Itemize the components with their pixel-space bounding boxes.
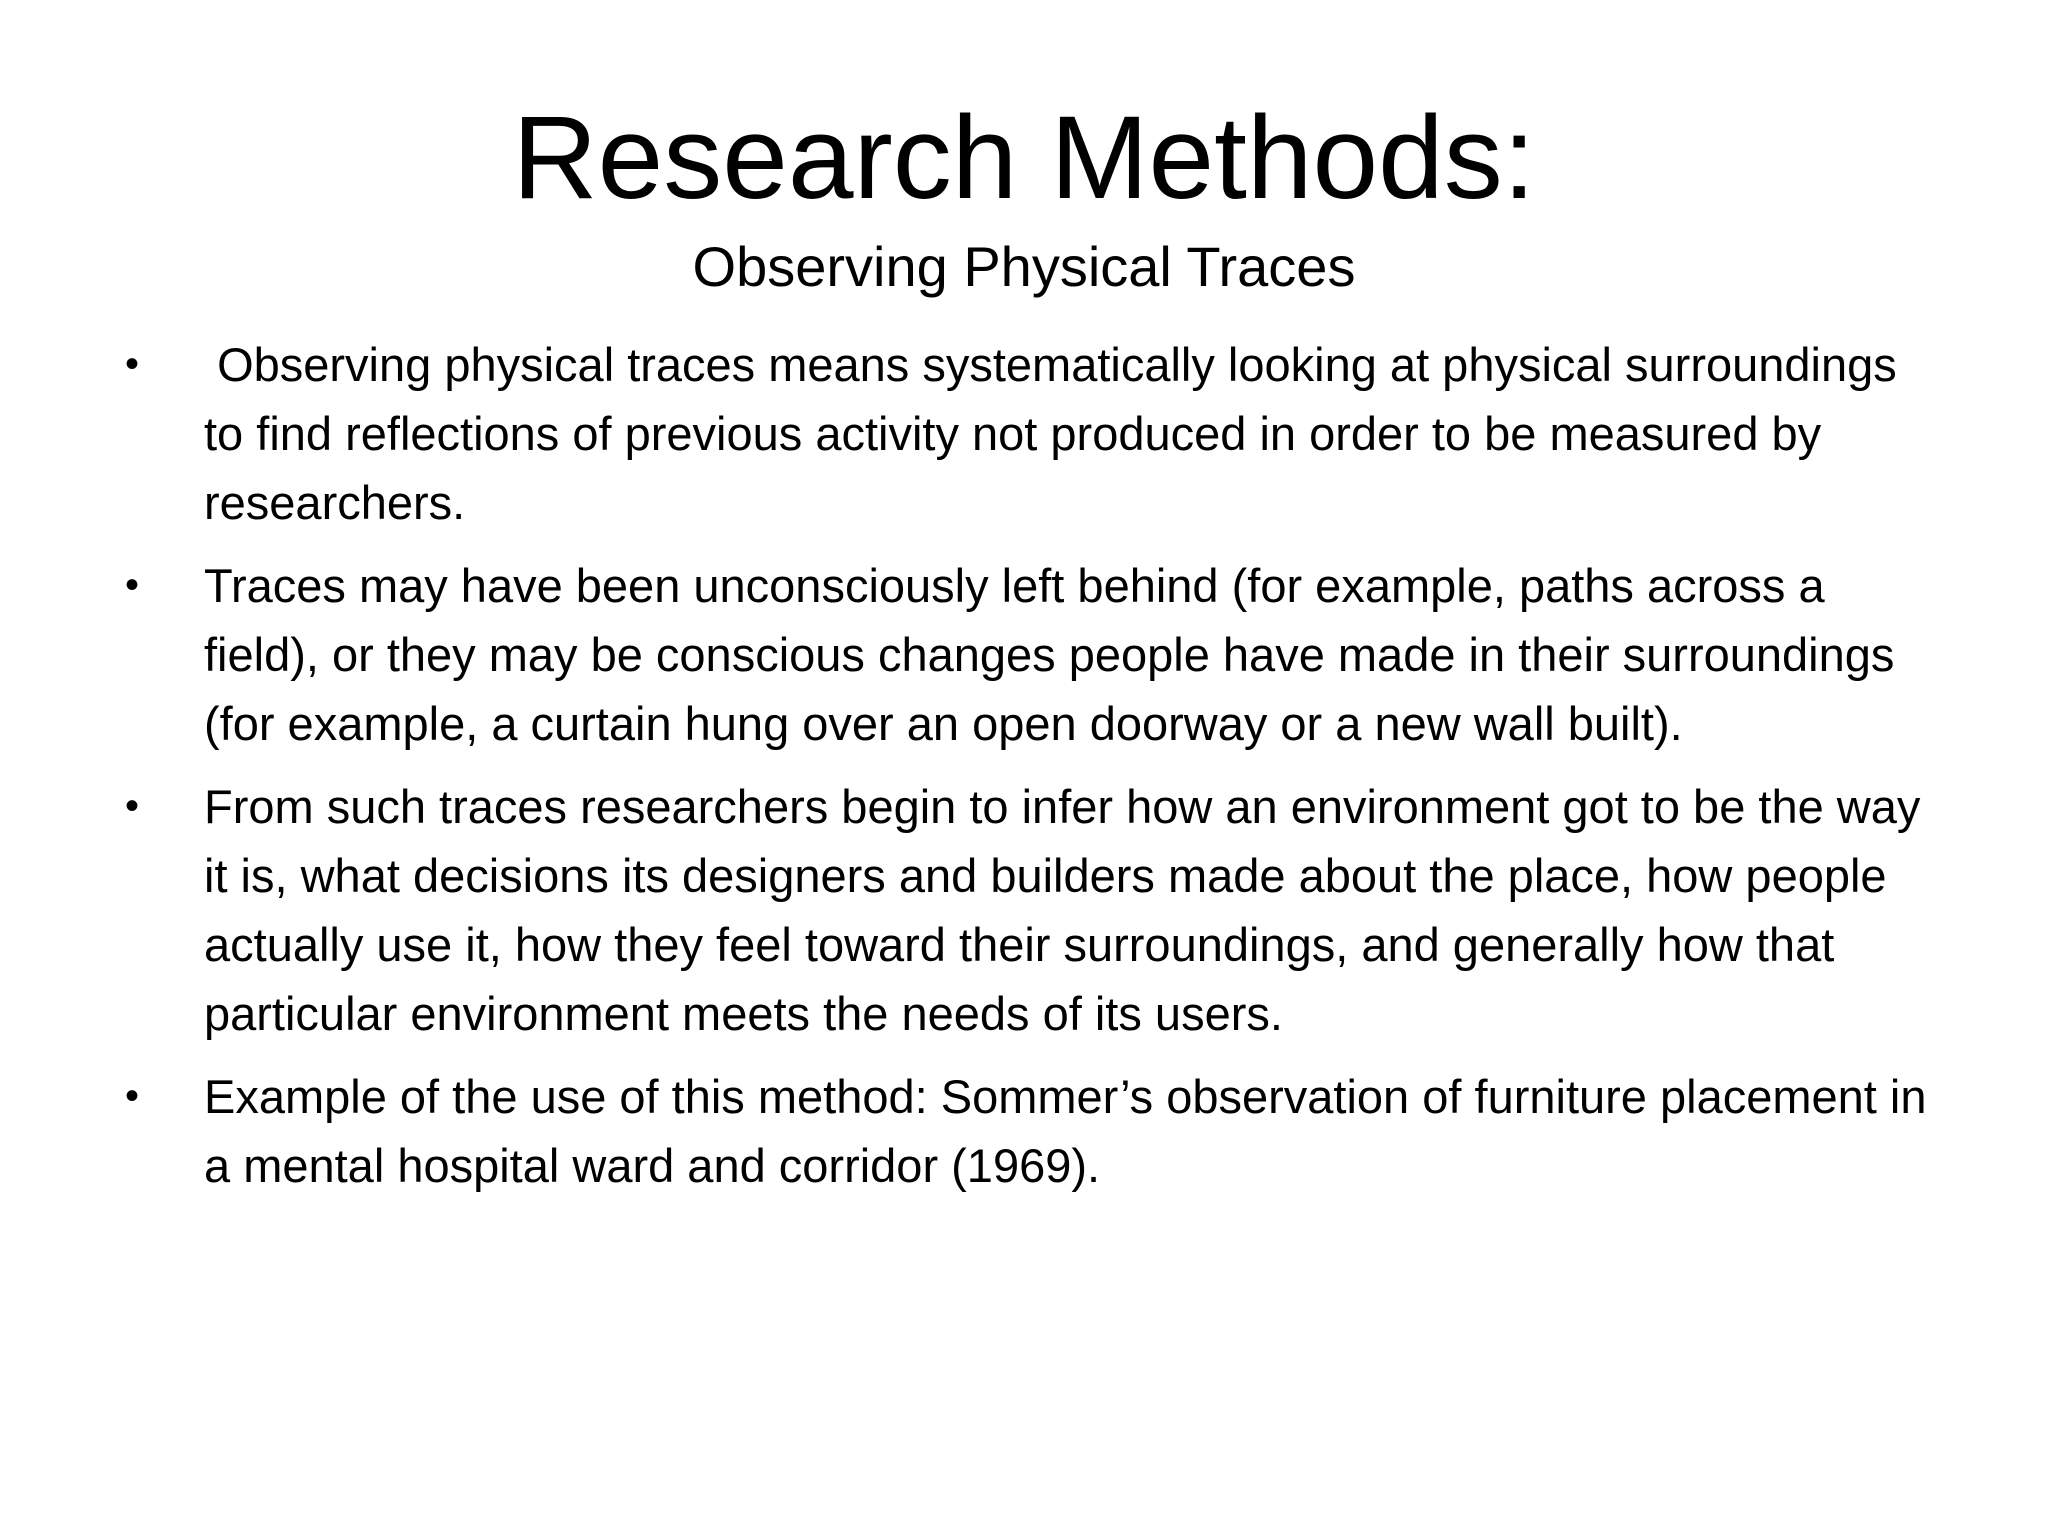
- bullet-dot-icon: •: [125, 563, 140, 607]
- bullet-dot-icon: •: [125, 342, 140, 386]
- bullet-dot-icon: •: [125, 1074, 140, 1118]
- bullet-list: [120, 330, 1930, 1214]
- bullet-item: [120, 772, 1930, 1048]
- bullet-text: Observing physical traces means systematically looking at physical surroundings to find reflections of previous activity not produced in order to be measured by researchers.: [204, 338, 1910, 529]
- slide-subtitle: Observing Physical Traces: [692, 235, 1356, 298]
- bullet-text: Traces may have been unconsciously left behind (for example, paths across a field), or they may be conscious changes people have made in their surroundings (for example, a curtain hung over an open doorway or a new wall built).: [204, 559, 1895, 750]
- bullet-item: [120, 1062, 1930, 1200]
- bullet-item: [120, 551, 1930, 758]
- slide-title: Research Methods:: [512, 92, 1536, 224]
- bullet-dot-icon: •: [125, 784, 140, 828]
- bullet-text: Example of the use of this method: Sommer’s observation of furniture placement in a mental hospital ward and corridor (1969).: [204, 1070, 1927, 1192]
- bullet-text: From such traces researchers begin to infer how an environment got to be the way it is, what decisions its designers and builders made about the place, how people actually use it, how they feel toward their surroundings, and generally how that particular environment meets the needs of its users.: [204, 780, 1921, 1040]
- bullet-item: [120, 330, 1930, 537]
